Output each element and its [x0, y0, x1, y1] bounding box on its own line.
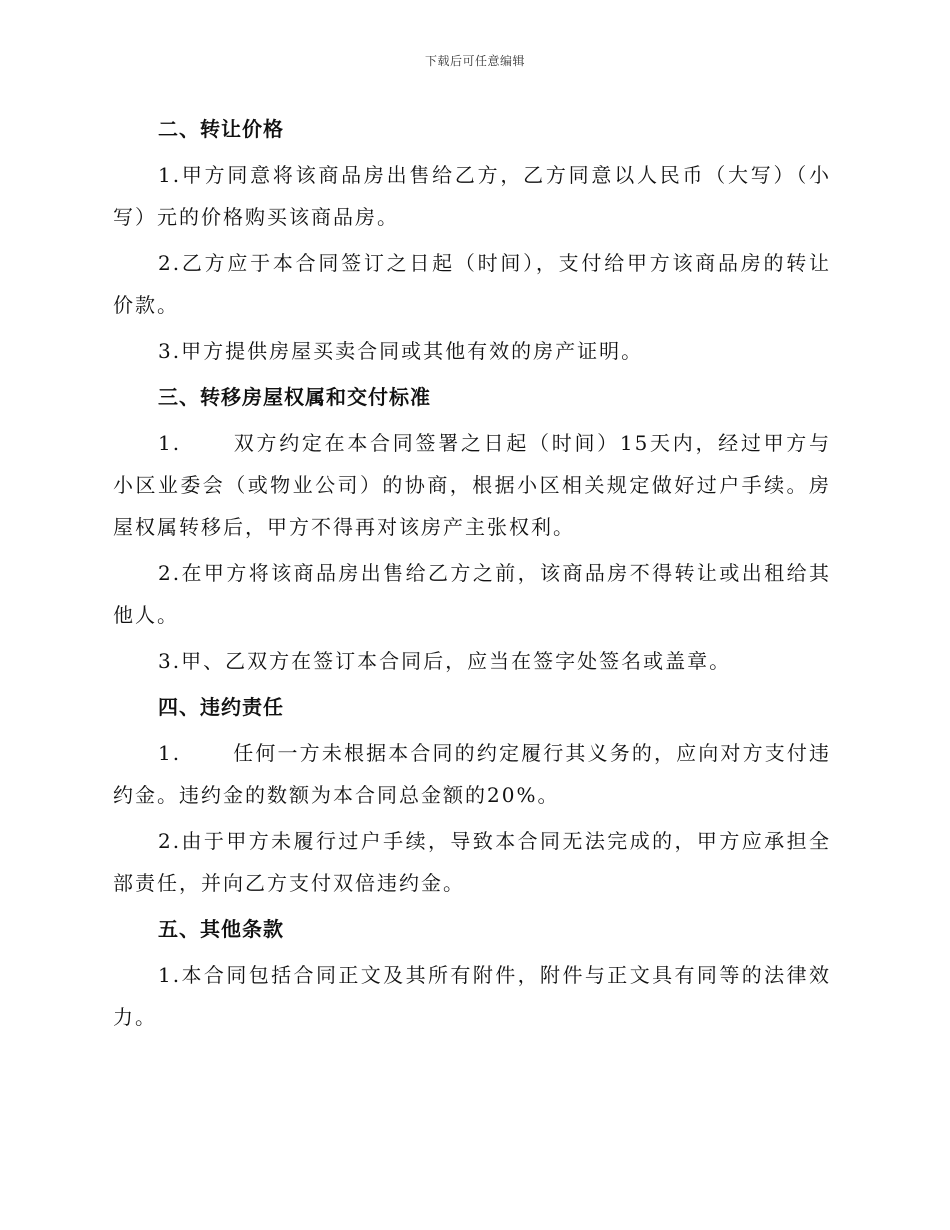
section-heading-liability: 四、违约责任 — [158, 695, 284, 719]
paragraph-text: 双方约定在本合同签署之日起（时间）15天内，经过甲方与小区业委会（或物业公司）的协商，根据小区相关规定做好过户手续。房屋权属转移后，甲方不得再对该房产主张权利。 — [113, 431, 831, 539]
paragraph-text: 任何一方未根据本合同的约定履行其义务的，应向对方支付违约金。违约金的数额为本合同总金额的20%。 — [113, 741, 831, 807]
section-heading-price: 二、转让价格 — [158, 117, 284, 141]
section-heading-transfer: 三、转移房屋权属和交付标准 — [158, 385, 431, 409]
paragraph-price-1: 1.甲方同意将该商品房出售给乙方，乙方同意以人民币（大写）（小写）元的价格购买该商品房。 — [113, 163, 831, 229]
paragraph-price-3: 3.甲方提供房屋买卖合同或其他有效的房产证明。 — [158, 339, 644, 363]
paragraph-number: 1. — [158, 741, 182, 765]
paragraph-transfer-1 — [113, 422, 831, 548]
paragraph-liability-2: 2.由于甲方未履行过户手续，导致本合同无法完成的，甲方应承担全部责任，并向乙方支付双倍违约金。 — [113, 829, 831, 895]
paragraph-price-2: 2.乙方应于本合同签订之日起（时间），支付给甲方该商品房的转让价款。 — [113, 251, 831, 317]
page-header: 下载后可任意编辑 — [424, 54, 525, 68]
paragraph-liability-1 — [113, 732, 831, 816]
section-heading-other: 五、其他条款 — [158, 917, 284, 941]
paragraph-transfer-2: 2.在甲方将该商品房出售给乙方之前，该商品房不得转让或出租给其他人。 — [113, 561, 831, 627]
paragraph-transfer-3: 3.甲、乙双方在签订本合同后，应当在签字处签名或盖章。 — [158, 649, 732, 673]
paragraph-number: 1. — [158, 431, 182, 455]
paragraph-other-1: 1.本合同包括合同正文及其所有附件，附件与正文具有同等的法律效力。 — [113, 963, 831, 1029]
document-body — [113, 108, 831, 1042]
